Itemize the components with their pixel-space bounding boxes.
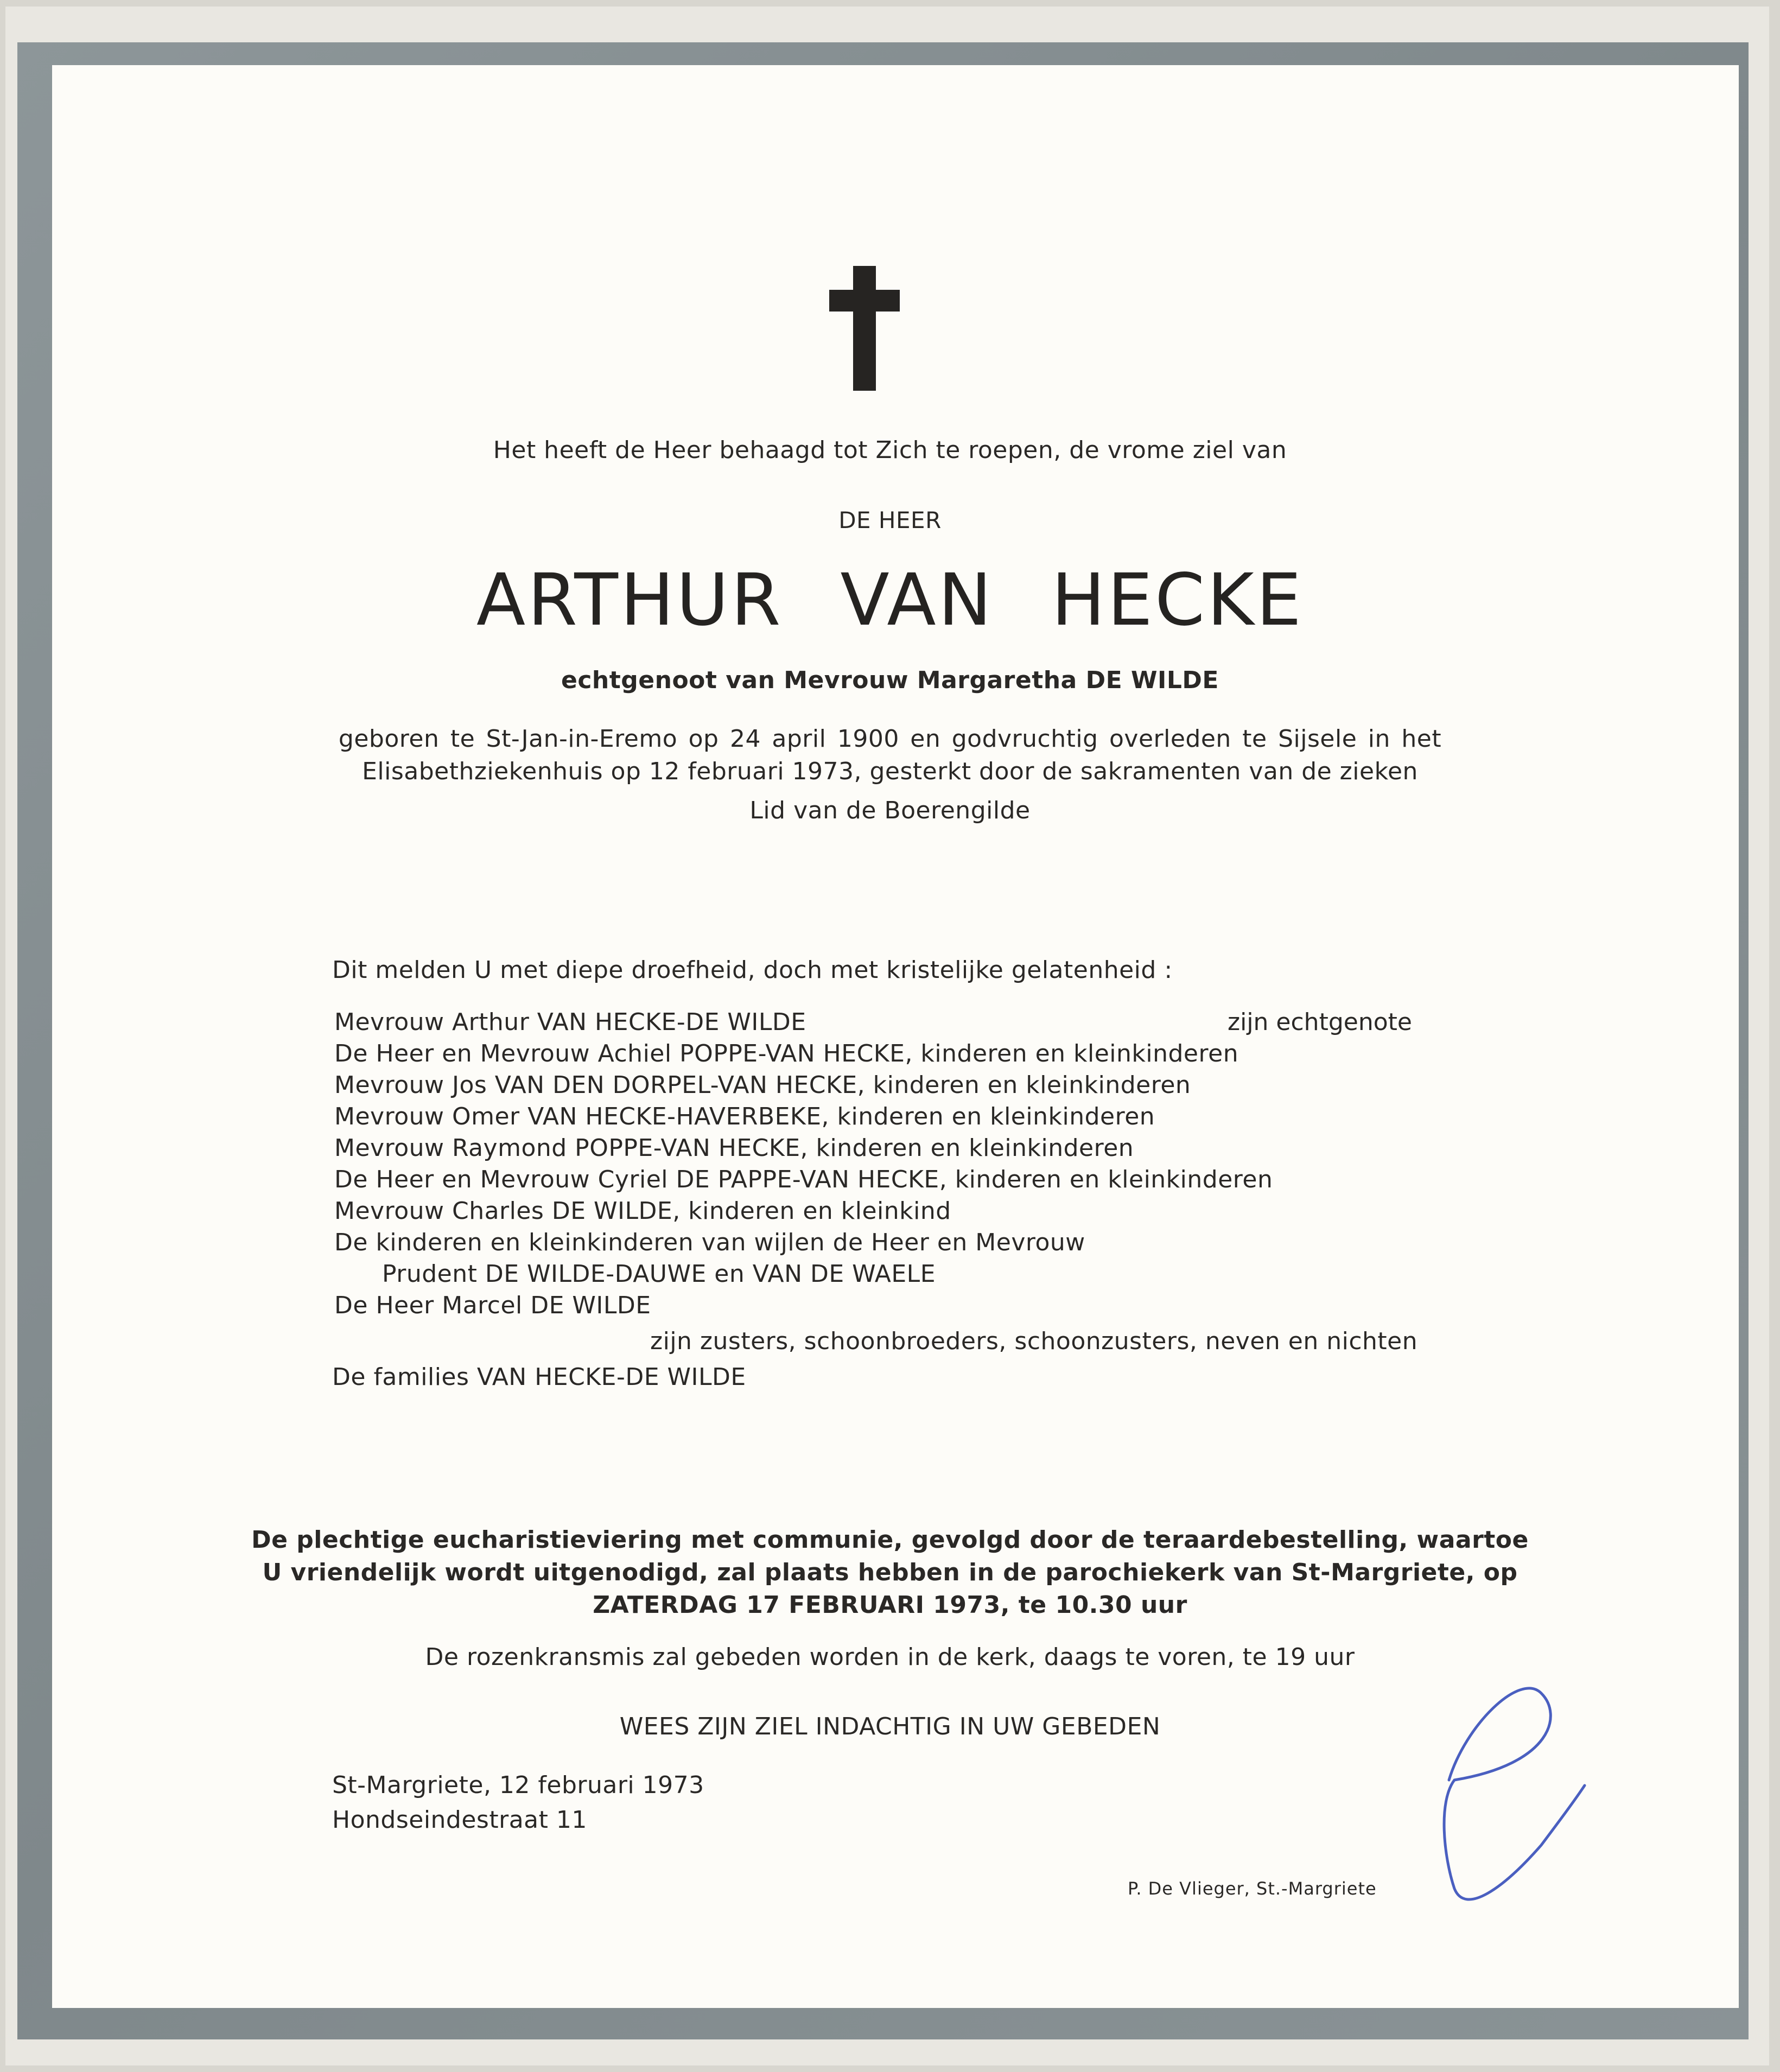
mourner-row: Mevrouw Raymond POPPE-VAN HECKE, kinderen en kleinkinderen bbox=[334, 1134, 1134, 1162]
mourner-row: Mevrouw Omer VAN HECKE-HAVERBEKE, kinderen en kleinkinderen bbox=[334, 1103, 1155, 1130]
bio-line-1: geboren te St-Jan-in-Eremo op 24 april 1900 en godvruchtig overleden te Sijsele in het bbox=[338, 725, 1442, 753]
deceased-name: ARTHUR VAN HECKE bbox=[476, 558, 1304, 642]
place-date: St-Margriete, 12 februari 1973 bbox=[332, 1771, 704, 1799]
service-date: ZATERDAG 17 FEBRUARI 1973, te 10.30 uur bbox=[593, 1591, 1187, 1619]
title-prefix: DE HEER bbox=[838, 507, 942, 533]
service-line-1: De plechtige eucharistieviering met communie, gevolgd door de teraardebestelling, waartoe bbox=[251, 1526, 1529, 1554]
mourner-row: Mevrouw Charles DE WILDE, kinderen en kleinkind bbox=[334, 1197, 951, 1225]
mourner-row: De Heer en Mevrouw Achiel POPPE-VAN HECKE, kinderen en kleinkinderen bbox=[334, 1040, 1239, 1067]
families-line: De families VAN HECKE-DE WILDE bbox=[332, 1363, 746, 1391]
pen-mark-icon bbox=[1433, 1661, 1595, 1932]
service-line-2: U vriendelijk wordt uitgenodigd, zal plaats hebben in de parochiekerk van St-Margriete, op bbox=[262, 1559, 1518, 1586]
rosary-line: De rozenkransmis zal gebeden worden in de kerk, daags te voren, te 19 uur bbox=[425, 1643, 1355, 1671]
printer-credit: P. De Vlieger, St.-Margriete bbox=[1128, 1878, 1377, 1899]
mourner-row: Mevrouw Arthur VAN HECKE-DE WILDE bbox=[334, 1008, 806, 1036]
mourner-row: De Heer en Mevrouw Cyriel DE PAPPE-VAN HECKE, kinderen en kleinkinderen bbox=[334, 1166, 1273, 1193]
mourner-row: Mevrouw Jos VAN DEN DORPEL-VAN HECKE, kinderen en kleinkinderen bbox=[334, 1071, 1191, 1099]
bio-line-2: Elisabethziekenhuis op 12 februari 1973, gesterkt door de sakramenten van de zieken bbox=[362, 758, 1418, 785]
intro-line: Het heeft de Heer behaagd tot Zich te roepen, de vrome ziel van bbox=[493, 436, 1287, 464]
mourner-row: Prudent DE WILDE-DAUWE en VAN DE WAELE bbox=[382, 1260, 936, 1288]
address: Hondseindestraat 11 bbox=[332, 1806, 587, 1834]
prayer-line: WEES ZIJN ZIEL INDACHTIG IN UW GEBEDEN bbox=[619, 1713, 1161, 1740]
mourners-intro: Dit melden U met diepe droefheid, doch met kristelijke gelatenheid : bbox=[332, 956, 1173, 984]
mourner-row: De Heer Marcel DE WILDE bbox=[334, 1292, 651, 1319]
mourner-relation: zijn echtgenote bbox=[1228, 1008, 1412, 1036]
mourner-row: De kinderen en kleinkinderen van wijlen de Heer en Mevrouw bbox=[334, 1229, 1085, 1256]
relatives-line: zijn zusters, schoonbroeders, schoonzusters, neven en nichten bbox=[650, 1327, 1418, 1355]
bio-line-3: Lid van de Boerengilde bbox=[749, 797, 1031, 824]
cross-icon bbox=[829, 266, 900, 391]
spouse-line: echtgenoot van Mevrouw Margaretha DE WILDE bbox=[561, 666, 1219, 694]
